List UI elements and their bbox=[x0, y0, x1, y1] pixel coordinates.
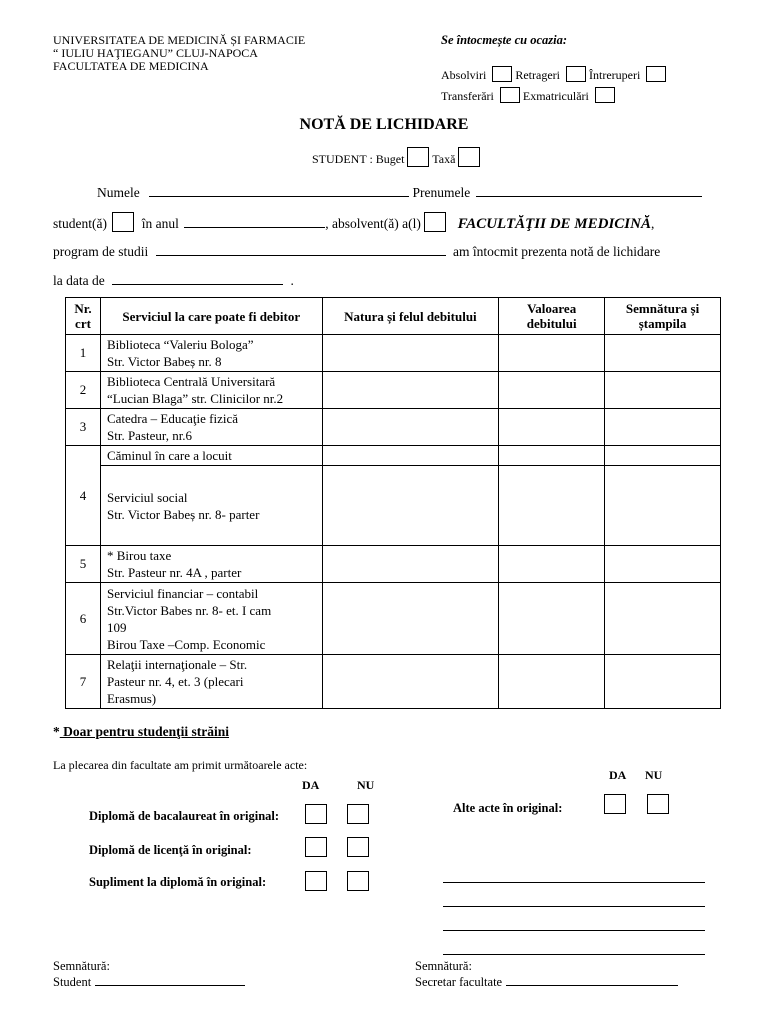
signature-cell[interactable] bbox=[605, 446, 721, 466]
nu-header-right: NU bbox=[645, 768, 663, 782]
service-line: Str. Victor Babeș nr. 8- parter bbox=[106, 506, 260, 522]
program-row bbox=[53, 242, 660, 260]
checkbox-bacalaureat-nu[interactable] bbox=[347, 804, 369, 824]
faculty-name: FACULTATEA DE MEDICINA bbox=[53, 59, 209, 73]
occasion-label-exmatriculari: Exmatriculări bbox=[522, 89, 589, 103]
student-label: student(ă) bbox=[53, 216, 107, 231]
row-number: 3 bbox=[66, 409, 101, 446]
document-title: NOTĂ DE LICHIDARE bbox=[299, 116, 469, 133]
checkbox-transferari[interactable] bbox=[500, 87, 520, 103]
faculty-label: FACULTĂŢII DE MEDICINĂ bbox=[457, 216, 651, 232]
occasion-label-retrageri: Retrageri bbox=[515, 68, 560, 82]
table-row bbox=[66, 335, 721, 372]
name-row bbox=[97, 183, 702, 201]
secretary-signature-block bbox=[415, 958, 678, 990]
student-tax-label: Taxă bbox=[432, 152, 456, 166]
service-cell bbox=[100, 409, 322, 446]
checkbox-exmatriculari[interactable] bbox=[595, 87, 615, 103]
header-value: Valoarea debitului bbox=[499, 298, 605, 335]
occasion-row-1 bbox=[441, 66, 666, 82]
prenumele-label: Prenumele bbox=[412, 185, 471, 200]
value-cell[interactable] bbox=[499, 655, 605, 709]
nature-cell[interactable] bbox=[322, 372, 499, 409]
student-type-row bbox=[312, 147, 480, 167]
checkbox-taxa[interactable] bbox=[458, 147, 480, 167]
service-line: Pasteur nr. 4, et. 3 (plecari bbox=[106, 674, 244, 689]
checkbox-absolvent[interactable] bbox=[424, 212, 446, 232]
occasion-label-intreruperi: Întreruperi bbox=[589, 68, 641, 82]
documents-intro: La plecarea din facultate am primit următoarele acte: bbox=[53, 758, 308, 772]
other-docs-line[interactable] bbox=[443, 870, 705, 888]
service-cell bbox=[100, 546, 322, 583]
secretary-signature-label: Semnătură: bbox=[415, 959, 472, 973]
value-cell[interactable] bbox=[499, 583, 605, 655]
program-field[interactable] bbox=[156, 242, 446, 256]
da-header-right: DA bbox=[609, 768, 627, 782]
year-field[interactable] bbox=[184, 214, 325, 228]
row-number: 5 bbox=[66, 546, 101, 583]
checkbox-absolviri[interactable] bbox=[492, 66, 512, 82]
note-text: Doar pentru studenţii străini bbox=[59, 724, 230, 739]
nature-cell[interactable] bbox=[322, 446, 499, 466]
nu-header-left: NU bbox=[357, 778, 375, 792]
service-cell: Căminul în care a locuit bbox=[100, 446, 322, 466]
service-line: Erasmus) bbox=[106, 691, 157, 706]
secretary-label: Secretar facultate bbox=[415, 975, 503, 989]
header-signature: Semnătura și ștampila bbox=[605, 298, 721, 335]
value-cell[interactable] bbox=[499, 466, 605, 546]
checkbox-licenta-da[interactable] bbox=[305, 837, 327, 857]
service-cell bbox=[100, 335, 322, 372]
service-line: Str.Victor Babes nr. 8- et. I cam bbox=[106, 602, 272, 618]
service-cell bbox=[100, 655, 322, 709]
signature-cell[interactable] bbox=[605, 546, 721, 583]
checkbox-buget[interactable] bbox=[407, 147, 429, 167]
checkbox-student[interactable] bbox=[112, 212, 134, 232]
da-header-left: DA bbox=[302, 778, 320, 792]
occasion-label-transferari: Transferări bbox=[441, 89, 494, 103]
value-cell[interactable] bbox=[499, 372, 605, 409]
numele-label: Numele bbox=[97, 185, 140, 200]
nature-cell[interactable] bbox=[322, 466, 499, 546]
value-cell[interactable] bbox=[499, 409, 605, 446]
service-line: Biblioteca Centrală Universitară bbox=[106, 374, 276, 389]
foreign-students-note bbox=[53, 724, 229, 740]
service-line: * Birou taxe bbox=[106, 548, 172, 563]
row-number: 1 bbox=[66, 335, 101, 372]
value-cell[interactable] bbox=[499, 446, 605, 466]
occasion-row-2 bbox=[441, 87, 615, 103]
checkbox-retrageri[interactable] bbox=[566, 66, 586, 82]
other-docs-line[interactable] bbox=[443, 918, 705, 936]
checkbox-other-nu[interactable] bbox=[647, 794, 669, 814]
header-nature: Natura și felul debitului bbox=[322, 298, 499, 335]
university-city: “ IULIU HAŢIEGANU” CLUJ-NAPOCA bbox=[53, 46, 258, 60]
nature-cell[interactable] bbox=[322, 583, 499, 655]
prenumele-field[interactable] bbox=[476, 183, 702, 197]
service-line: Relaţii internaţionale – Str. bbox=[106, 657, 248, 672]
checkbox-supliment-da[interactable] bbox=[305, 871, 327, 891]
service-line: Str. Pasteur, nr.6 bbox=[106, 428, 193, 443]
am-intocmit-label: am întocmit prezenta notă de lichidare bbox=[452, 244, 661, 259]
signature-cell[interactable] bbox=[605, 655, 721, 709]
occasion-title: Se întocmește cu ocazia: bbox=[441, 33, 568, 47]
row-number: 6 bbox=[66, 583, 101, 655]
checkbox-intreruperi[interactable] bbox=[646, 66, 666, 82]
doc-supliment-label: Supliment la diplomă în original: bbox=[89, 875, 267, 889]
other-docs-line[interactable] bbox=[443, 894, 705, 912]
table-row bbox=[66, 446, 721, 466]
nature-cell[interactable] bbox=[322, 546, 499, 583]
service-line: 109 bbox=[106, 619, 127, 635]
nature-cell[interactable] bbox=[322, 335, 499, 372]
other-docs-label: Alte acte în original: bbox=[453, 801, 563, 815]
table-row bbox=[66, 372, 721, 409]
table-row bbox=[66, 546, 721, 583]
table-row bbox=[66, 583, 721, 655]
date-row bbox=[53, 271, 294, 289]
table-row bbox=[66, 409, 721, 446]
signature-cell[interactable] bbox=[605, 372, 721, 409]
signature-cell[interactable] bbox=[605, 335, 721, 372]
student-signature-label: Semnătură: bbox=[53, 959, 110, 973]
service-line: Catedra – Educaţie fizică bbox=[106, 411, 238, 426]
service-line: Serviciul social bbox=[106, 489, 188, 505]
debts-table bbox=[65, 297, 721, 709]
row-number: 7 bbox=[66, 655, 101, 709]
checkbox-other-da[interactable] bbox=[604, 794, 626, 814]
doc-licenta-label: Diplomă de licenţă în original: bbox=[89, 843, 252, 857]
service-cell bbox=[100, 466, 322, 546]
date-field[interactable] bbox=[112, 271, 283, 285]
service-line: Str. Victor Babeș nr. 8 bbox=[106, 354, 222, 369]
service-cell bbox=[100, 583, 322, 655]
note-star: * bbox=[53, 724, 60, 739]
signature-cell[interactable] bbox=[605, 409, 721, 446]
table-row bbox=[66, 466, 721, 546]
row-number: 4 bbox=[66, 446, 101, 546]
checkbox-bacalaureat-da[interactable] bbox=[305, 804, 327, 824]
row-number: 2 bbox=[66, 372, 101, 409]
service-cell bbox=[100, 372, 322, 409]
university-name: UNIVERSITATEA DE MEDICINĂ ȘI FARMACIE bbox=[53, 33, 306, 47]
checkbox-licenta-nu[interactable] bbox=[347, 837, 369, 857]
secretary-signature-field[interactable] bbox=[506, 975, 678, 986]
value-cell[interactable] bbox=[499, 335, 605, 372]
student-label-signature: Student bbox=[53, 975, 92, 989]
service-line: “Lucian Blaga” str. Clinicilor nr.2 bbox=[106, 391, 284, 406]
program-label: program de studii bbox=[53, 244, 149, 259]
service-line: Str. Pasteur nr. 4A , parter bbox=[106, 565, 242, 580]
service-line: Biblioteca “Valeriu Bologa” bbox=[106, 337, 254, 352]
nature-cell[interactable] bbox=[322, 409, 499, 446]
doc-bacalaureat-label: Diplomă de bacalaureat în original: bbox=[89, 809, 280, 823]
header-service: Serviciul la care poate fi debitor bbox=[100, 298, 322, 335]
date-dot: . bbox=[290, 273, 294, 288]
table-row bbox=[66, 655, 721, 709]
la-data-label: la data de bbox=[53, 273, 105, 288]
signature-cell[interactable] bbox=[605, 583, 721, 655]
value-cell[interactable] bbox=[499, 546, 605, 583]
student-year-row bbox=[53, 212, 654, 233]
student-budget-label: STUDENT : Buget bbox=[312, 152, 405, 166]
header-nr: Nr. crt bbox=[66, 298, 101, 335]
university-header bbox=[53, 34, 305, 73]
service-line: Birou Taxe –Comp. Economic bbox=[106, 636, 266, 652]
student-signature-field[interactable] bbox=[95, 975, 245, 986]
numele-field[interactable] bbox=[149, 183, 409, 197]
nature-cell[interactable] bbox=[322, 655, 499, 709]
occasion-label-absolviri: Absolviri bbox=[441, 68, 487, 82]
absolvent-label: , absolvent(ă) a(l) bbox=[325, 216, 421, 231]
faculty-comma: , bbox=[650, 216, 655, 231]
checkbox-supliment-nu[interactable] bbox=[347, 871, 369, 891]
student-signature-block bbox=[53, 958, 245, 990]
table-header-row bbox=[66, 298, 721, 335]
signature-cell[interactable] bbox=[605, 466, 721, 546]
in-anul-label: în anul bbox=[141, 216, 179, 231]
service-line: Serviciul financiar – contabil bbox=[106, 585, 259, 601]
